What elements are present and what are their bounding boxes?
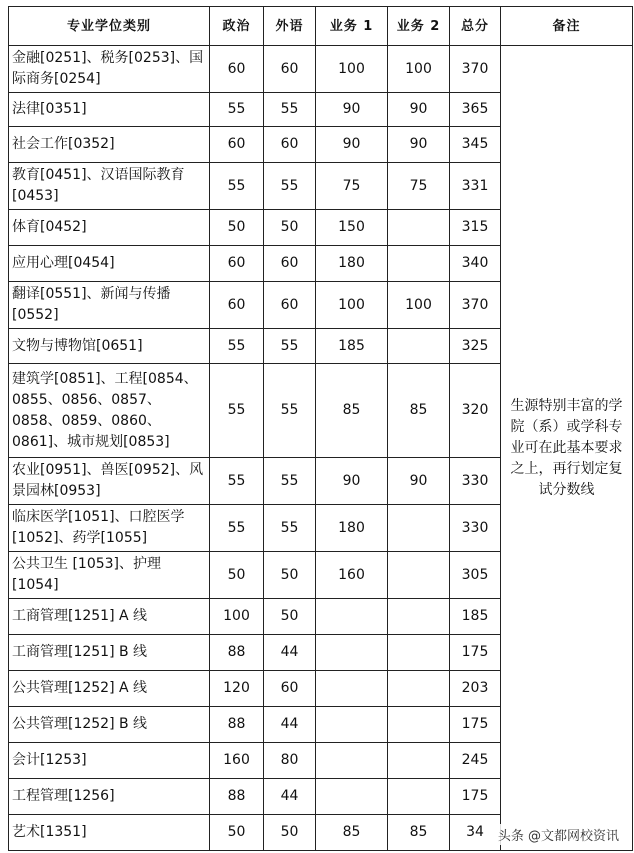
subject2-cell [388,707,450,743]
language-cell: 60 [264,671,316,707]
category-cell: 建筑学[0851]、工程[0854、0855、0856、0857、0858、0859、0860、0861]、城市规划[0853] [9,364,210,458]
header-language: 外语 [264,7,316,46]
language-cell: 55 [264,364,316,458]
header-subject1: 业务 1 [316,7,388,46]
language-cell: 50 [264,599,316,635]
subject1-cell: 85 [316,364,388,458]
table-row [9,46,633,93]
subject1-cell: 85 [316,815,388,851]
total-cell: 331 [450,163,501,210]
language-cell: 60 [264,246,316,282]
subject2-cell: 75 [388,163,450,210]
subject1-cell: 180 [316,246,388,282]
politics-cell: 160 [210,743,264,779]
total-cell: 320 [450,364,501,458]
subject2-cell [388,246,450,282]
politics-cell: 60 [210,282,264,329]
category-cell: 艺术[1351] [9,815,210,851]
subject1-cell: 100 [316,282,388,329]
subject1-cell [316,779,388,815]
header-total: 总分 [450,7,501,46]
total-cell: 245 [450,743,501,779]
category-cell: 教育[0451]、汉语国际教育[0453] [9,163,210,210]
politics-cell: 50 [210,815,264,851]
subject2-cell: 85 [388,364,450,458]
header-subject2: 业务 2 [388,7,450,46]
politics-cell: 88 [210,635,264,671]
language-cell: 55 [264,163,316,210]
language-cell: 80 [264,743,316,779]
subject2-cell [388,505,450,552]
subject2-cell [388,599,450,635]
language-cell: 44 [264,707,316,743]
politics-cell: 88 [210,707,264,743]
total-cell: 330 [450,505,501,552]
subject1-cell: 185 [316,329,388,364]
subject2-cell [388,210,450,246]
category-cell: 法律[0351] [9,93,210,127]
language-cell: 50 [264,552,316,599]
total-cell: 203 [450,671,501,707]
total-cell: 330 [450,458,501,505]
politics-cell: 60 [210,127,264,163]
category-cell: 公共管理[1252] A 线 [9,671,210,707]
total-cell: 370 [450,282,501,329]
language-cell: 55 [264,458,316,505]
language-cell: 44 [264,635,316,671]
subject2-cell [388,329,450,364]
language-cell: 60 [264,46,316,93]
language-cell: 55 [264,329,316,364]
category-cell: 体育[0452] [9,210,210,246]
subject1-cell: 160 [316,552,388,599]
category-cell: 工商管理[1251] A 线 [9,599,210,635]
politics-cell: 60 [210,46,264,93]
subject1-cell [316,635,388,671]
subject1-cell: 180 [316,505,388,552]
category-cell: 会计[1253] [9,743,210,779]
subject2-cell: 90 [388,93,450,127]
category-cell: 应用心理[0454] [9,246,210,282]
total-cell: 345 [450,127,501,163]
language-cell: 50 [264,210,316,246]
politics-cell: 55 [210,163,264,210]
subject2-cell: 90 [388,127,450,163]
header-category: 专业学位类别 [9,7,210,46]
category-cell: 临床医学[1051]、口腔医学[1052]、药学[1055] [9,505,210,552]
subject2-cell [388,779,450,815]
category-cell: 金融[0251]、税务[0253]、国际商务[0254] [9,46,210,93]
politics-cell: 55 [210,458,264,505]
subject1-cell: 150 [316,210,388,246]
total-cell: 175 [450,707,501,743]
subject1-cell: 100 [316,46,388,93]
subject1-cell: 90 [316,127,388,163]
politics-cell: 50 [210,210,264,246]
total-cell: 185 [450,599,501,635]
category-cell: 文物与博物馆[0651] [9,329,210,364]
category-cell: 公共管理[1252] B 线 [9,707,210,743]
politics-cell: 100 [210,599,264,635]
language-cell: 60 [264,282,316,329]
total-cell: 305 [450,552,501,599]
category-cell: 农业[0951]、兽医[0952]、风景园林[0953] [9,458,210,505]
politics-cell: 50 [210,552,264,599]
subject2-cell: 100 [388,282,450,329]
category-cell: 翻译[0551]、新闻与传播[0552] [9,282,210,329]
subject2-cell [388,671,450,707]
header-row [9,7,633,46]
subject2-cell: 90 [388,458,450,505]
politics-cell: 55 [210,93,264,127]
subject2-cell [388,743,450,779]
header-note: 备注 [501,7,633,46]
header-politics: 政治 [210,7,264,46]
subject1-cell: 90 [316,93,388,127]
politics-cell: 55 [210,329,264,364]
language-cell: 50 [264,815,316,851]
subject2-cell [388,552,450,599]
score-table [8,6,633,851]
total-cell: 370 [450,46,501,93]
subject1-cell [316,599,388,635]
total-cell: 175 [450,779,501,815]
language-cell: 60 [264,127,316,163]
politics-cell: 55 [210,364,264,458]
subject1-cell [316,743,388,779]
politics-cell: 60 [210,246,264,282]
language-cell: 55 [264,93,316,127]
note-cell: 生源特别丰富的学院（系）或学科专业可在此基本要求之上，再行划定复试分数线 [501,46,633,851]
politics-cell: 88 [210,779,264,815]
category-cell: 社会工作[0352] [9,127,210,163]
subject1-cell [316,707,388,743]
total-cell: 365 [450,93,501,127]
language-cell: 44 [264,779,316,815]
subject2-cell [388,635,450,671]
subject1-cell: 90 [316,458,388,505]
category-cell: 工商管理[1251] B 线 [9,635,210,671]
subject1-cell [316,671,388,707]
total-cell: 34 [450,815,501,851]
subject1-cell: 75 [316,163,388,210]
table-body [9,46,633,851]
subject2-cell: 85 [388,815,450,851]
total-cell: 315 [450,210,501,246]
total-cell: 175 [450,635,501,671]
politics-cell: 120 [210,671,264,707]
language-cell: 55 [264,505,316,552]
category-cell: 工程管理[1256] [9,779,210,815]
politics-cell: 55 [210,505,264,552]
total-cell: 325 [450,329,501,364]
total-cell: 340 [450,246,501,282]
watermark: 头条 @文都网校资讯 [495,824,622,845]
category-cell: 公共卫生 [1053]、护理[1054] [9,552,210,599]
subject2-cell: 100 [388,46,450,93]
